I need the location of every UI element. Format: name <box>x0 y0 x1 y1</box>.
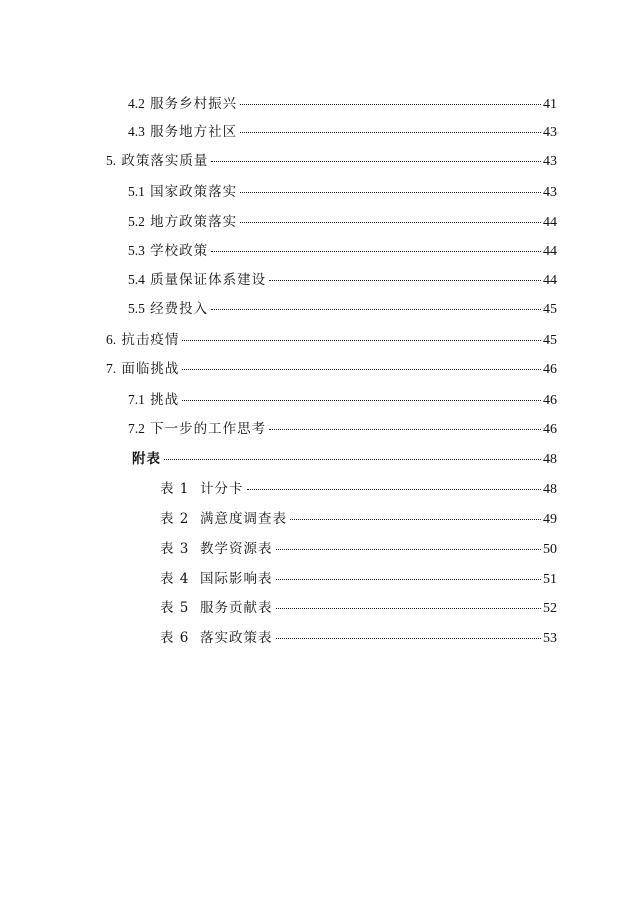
toc-entry-table[interactable] <box>160 540 557 558</box>
toc-entry[interactable] <box>128 391 557 409</box>
toc-page-number: 45 <box>543 333 557 348</box>
toc-entry[interactable] <box>128 242 557 260</box>
toc-entry[interactable] <box>128 95 557 113</box>
toc-entry[interactable] <box>106 152 557 170</box>
toc-entry-title: 7.1 挑战 <box>128 392 180 408</box>
toc-page-number: 45 <box>543 302 557 317</box>
toc-page-number: 44 <box>543 273 557 288</box>
dot-leader <box>269 280 541 281</box>
toc-page-number: 52 <box>543 601 557 616</box>
toc-entry[interactable] <box>128 123 557 141</box>
toc-entry-title: 7.2 下一步的工作思考 <box>128 421 267 437</box>
toc-page-number: 43 <box>543 154 557 169</box>
toc-entry-table[interactable] <box>160 510 557 528</box>
dot-leader <box>211 161 541 162</box>
dot-leader <box>182 400 541 401</box>
toc-page-number: 43 <box>543 125 557 140</box>
toc-entry[interactable] <box>128 271 557 289</box>
toc-page-number: 53 <box>543 631 557 646</box>
dot-leader <box>211 251 541 252</box>
toc-entry-title: 4.3 服务地方社区 <box>128 124 238 140</box>
toc-page-number: 43 <box>543 185 557 200</box>
dot-leader <box>290 519 541 520</box>
toc-entry-table[interactable] <box>160 629 557 647</box>
toc-page-number: 41 <box>543 97 557 112</box>
toc-entry-title: 4.2 服务乡村振兴 <box>128 96 238 112</box>
toc-page-number: 44 <box>543 215 557 230</box>
toc-entry-table[interactable] <box>160 570 557 588</box>
toc-entry-title: 5. 政策落实质量 <box>106 153 209 169</box>
toc-page-number: 51 <box>543 572 557 587</box>
dot-leader <box>211 309 541 310</box>
toc-entry-title: 7. 面临挑战 <box>106 361 180 377</box>
toc-entry-title: 5.4 质量保证体系建设 <box>128 272 267 288</box>
toc-entry-appendix[interactable] <box>132 450 557 468</box>
dot-leader <box>182 369 541 370</box>
dot-leader <box>276 608 542 609</box>
toc-entry-title: 表 1 计分卡 <box>160 481 244 497</box>
dot-leader <box>276 549 542 550</box>
toc-page-number: 50 <box>543 542 557 557</box>
dot-leader <box>164 459 541 460</box>
dot-leader <box>269 429 541 430</box>
toc-entry-title: 6. 抗击疫情 <box>106 332 180 348</box>
toc-entry[interactable] <box>128 183 557 201</box>
dot-leader <box>182 340 541 341</box>
toc-entry-title: 5.2 地方政策落实 <box>128 214 238 230</box>
dot-leader <box>276 638 542 639</box>
dot-leader <box>240 104 541 105</box>
toc-entry-title: 表 5 服务贡献表 <box>160 600 273 616</box>
toc-entry-title: 5.3 学校政策 <box>128 243 209 259</box>
toc-page-number: 46 <box>543 422 557 437</box>
toc-page-number: 49 <box>543 512 557 527</box>
dot-leader <box>276 579 542 580</box>
toc-entry[interactable] <box>128 213 557 231</box>
toc-page-number: 46 <box>543 362 557 377</box>
toc-page-number: 48 <box>543 482 557 497</box>
toc-entry-title: 5.5 经费投入 <box>128 301 209 317</box>
toc-page-number: 46 <box>543 393 557 408</box>
toc-entry-title: 表 6 落实政策表 <box>160 630 273 646</box>
toc-page-number: 44 <box>543 244 557 259</box>
toc-entry-table[interactable] <box>160 599 557 617</box>
toc-entry-title: 表 2 满意度调查表 <box>160 511 287 527</box>
toc-entry-title: 附表 <box>132 451 161 467</box>
dot-leader <box>247 489 542 490</box>
dot-leader <box>240 222 541 223</box>
toc-entry-title: 表 4 国际影响表 <box>160 571 273 587</box>
toc-entry[interactable] <box>128 300 557 318</box>
toc-entry[interactable] <box>106 360 557 378</box>
dot-leader <box>240 192 541 193</box>
toc-page-number: 48 <box>543 452 557 467</box>
toc-entry-table[interactable] <box>160 480 557 498</box>
toc-entry[interactable] <box>106 331 557 349</box>
toc-entry-title: 5.1 国家政策落实 <box>128 184 238 200</box>
dot-leader <box>240 132 541 133</box>
toc-entry-title: 表 3 教学资源表 <box>160 541 273 557</box>
toc-entry[interactable] <box>128 420 557 438</box>
